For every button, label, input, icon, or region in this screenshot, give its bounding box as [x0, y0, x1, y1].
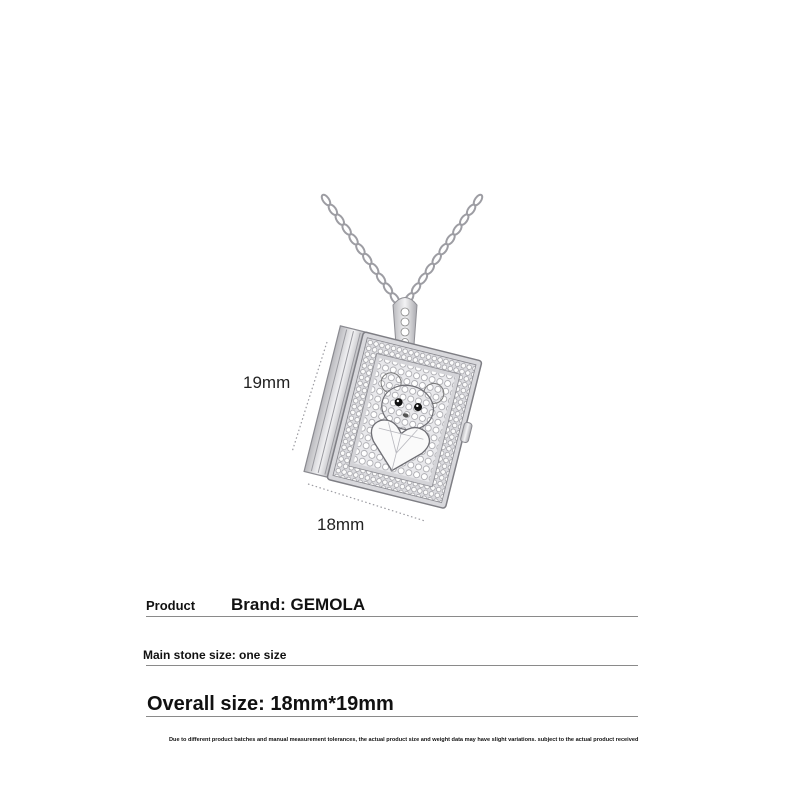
divider	[146, 716, 638, 717]
product-label: Product	[146, 598, 196, 613]
brand-value: Brand: GEMOLA	[231, 595, 366, 614]
divider	[146, 665, 638, 666]
chain-icon	[320, 193, 484, 305]
book-locket-icon	[304, 326, 488, 510]
main-stone-size: Main stone size: one size	[143, 648, 287, 662]
disclaimer-text: Due to different product batches and manual measurement tolerances, the actual product size and weight data may have slight variations. subject to the actual product received	[169, 737, 639, 743]
height-dimension-label: 19mm	[243, 373, 291, 392]
overall-size: Overall size: 18mm*19mm	[147, 693, 394, 715]
divider	[146, 616, 638, 617]
width-dimension-label: 18mm	[317, 515, 365, 534]
